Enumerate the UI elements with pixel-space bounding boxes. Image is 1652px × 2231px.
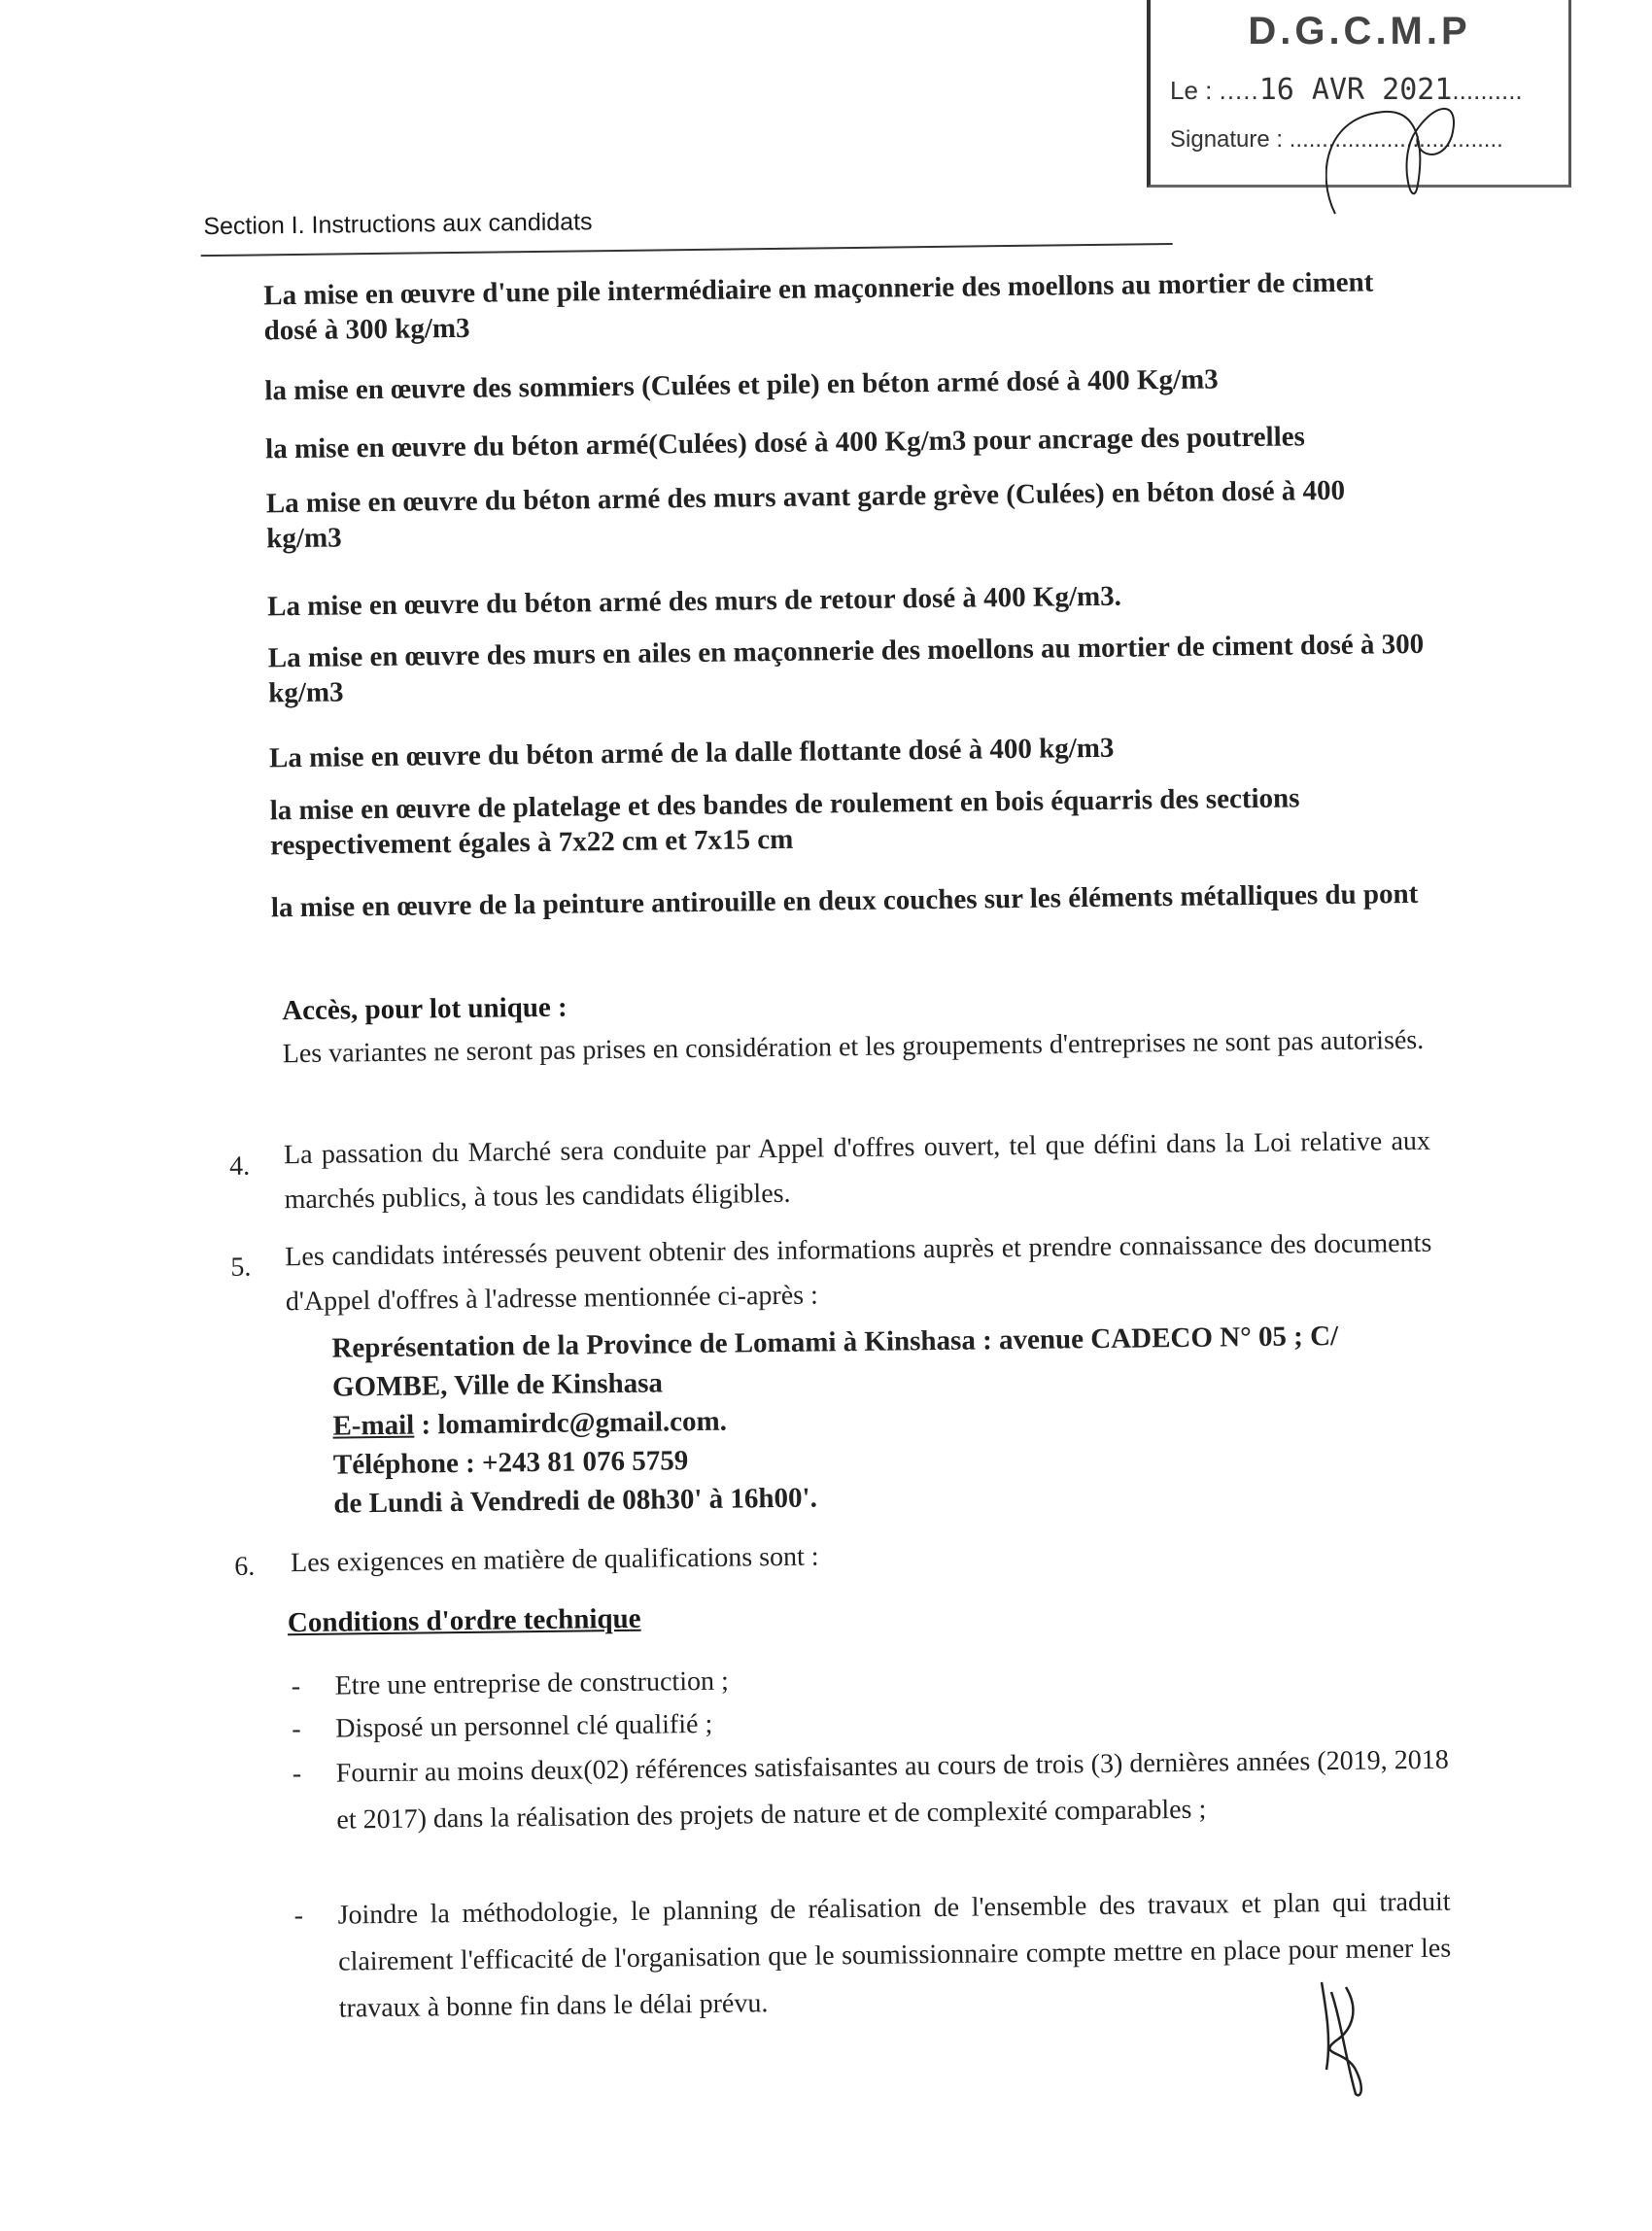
work-item: La mise en œuvre d'une pile intermédiaire en maçonnerie des moellons au mortier de ciment dosé à 300 kg/m3 xyxy=(263,266,1374,347)
work-item: la mise en œuvre de la peinture antirouille en deux couches sur les éléments métalliques du pont xyxy=(270,877,1419,924)
work-item: La mise en œuvre du béton armé des murs de retour dosé à 400 Kg/m3. xyxy=(266,580,1122,623)
address-phone: Téléphone : +243 81 076 5759 xyxy=(332,1445,689,1481)
section-header: Section I. Instructions aux candidats xyxy=(203,208,593,241)
condition-text: Disposé un personnel clé qualifié ; xyxy=(335,1708,713,1744)
work-item: la mise en œuvre de platelage et des bandes de roulement en bois équarris des sections respectivement égales à 7x22 cm et 7x15 cm xyxy=(269,782,1300,862)
item-number: 4. xyxy=(228,1150,251,1182)
item-number: 5. xyxy=(230,1252,252,1283)
item-text: Les exigences en matière de qualifications sont : xyxy=(290,1541,819,1579)
access-heading: Accès, pour lot unique : xyxy=(282,991,568,1027)
item-text: La passation du Marché sera conduite par Appel d'offres ouvert, tel que défini dans la Loi relative aux marchés publics, à tous les candidats éligibles. xyxy=(283,1125,1431,1216)
work-item: La mise en œuvre des murs en ailes en maçonnerie des moellons au mortier de ciment dosé à 300 kg/m3 xyxy=(267,628,1425,709)
email-label: E-mail xyxy=(332,1409,415,1442)
address-line: Représentation de la Province de Lomami à Kinshasa : avenue CADECO N° 05 ; C/ xyxy=(331,1320,1339,1364)
initials-signature xyxy=(1302,1973,1380,2104)
work-item: la mise en œuvre du béton armé(Culées) dosé à 400 Kg/m3 pour ancrage des poutrelles xyxy=(264,421,1306,465)
header-rule xyxy=(201,243,1173,257)
address-hours: de Lundi à Vendredi de 08h30' à 16h00'. xyxy=(333,1482,818,1520)
stamp-org: D.G.C.M.P xyxy=(1248,10,1471,52)
email-link[interactable]: : lomamirdc@gmail.com. xyxy=(414,1405,728,1441)
stamp-date: Le : .....16 AVR 2021.......... xyxy=(1170,73,1523,107)
item-number: 6. xyxy=(234,1551,256,1582)
item-text: Les candidats intéressés peuvent obtenir des informations auprès et prendre connaissance des documents d'Appel d'offres à l'adresse mentionnée ci-après : xyxy=(285,1227,1432,1318)
condition-text: Joindre la méthodologie, le planning de réalisation de l'ensemble des travaux et plan qui traduit clairement l'efficacité de l'organisation que le soumissionnaire compte mettre en place pour mener les travaux à bonne fin dans le délai prévu. xyxy=(337,1886,1452,2024)
bullet-dash: - xyxy=(292,1759,302,1790)
stamp-signature-label: Signature : xyxy=(1170,126,1284,153)
address-email xyxy=(332,1402,727,1446)
work-item: La mise en œuvre du béton armé des murs avant garde grève (Culées) en béton dosé à 400 kg/m3 xyxy=(265,474,1346,555)
conditions-heading: Conditions d'ordre technique xyxy=(287,1602,641,1639)
condition-text: Fournir au moins deux(02) références satisfaisantes au cours de trois (3) dernières années (2019, 2018 et 2017) dans la réalisation des projets de nature et de complexité comparables ; xyxy=(335,1744,1449,1836)
stamp-signature: Signature : ................................. xyxy=(1170,126,1503,153)
bullet-dash: - xyxy=(293,1901,304,1932)
address-line: GOMBE, Ville de Kinshasa xyxy=(331,1367,664,1403)
bullet-dash: - xyxy=(292,1714,301,1745)
variants-text: Les variantes ne seront pas prises en considération et les groupements d'entreprises ne sont pas autorisés. xyxy=(282,1024,1425,1070)
condition-item xyxy=(293,1737,1450,1845)
bullet-dash: - xyxy=(291,1671,301,1702)
condition-item xyxy=(293,1879,1452,2034)
condition-text: Etre une entreprise de construction ; xyxy=(334,1665,729,1701)
work-item: la mise en œuvre des sommiers (Culées et pile) en béton armé dosé à 400 Kg/m3 xyxy=(264,363,1219,407)
stamp-date-value: 16 AVR 2021 xyxy=(1258,73,1453,107)
stamp-date-label: Le : xyxy=(1170,76,1213,105)
work-item: La mise en œuvre du béton armé de la dalle flottante dosé à 400 kg/m3 xyxy=(268,732,1115,774)
